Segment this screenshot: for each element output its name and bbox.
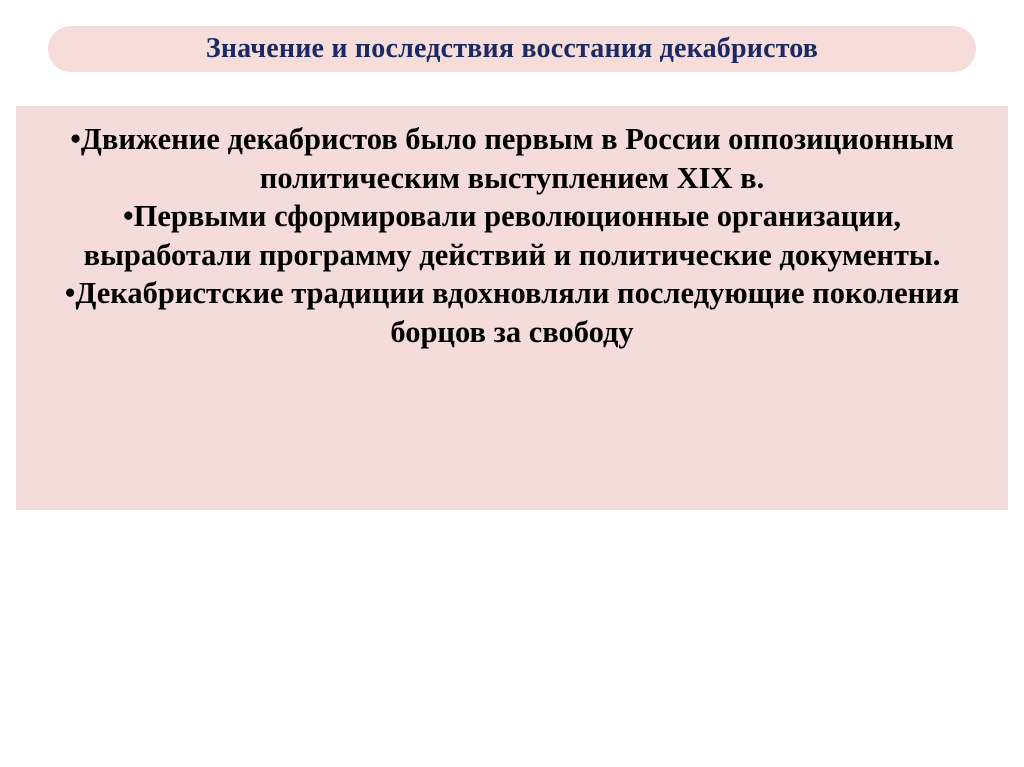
page-title: Значение и последствия восстания декабристов: [205, 33, 819, 64]
slide-title-bar: [48, 26, 976, 72]
bullet-item: •Движение декабристов было первым в России оппозиционным политическим выступлением XIX в.: [70, 122, 954, 195]
slide-content-box: [16, 106, 1008, 510]
bullet-item: •Декабристские традиции вдохновляли последующие поколения борцов за свободу: [64, 276, 960, 349]
bullet-item: •Первыми сформировали революционные организации, выработали программу действий и политические документы.: [83, 199, 941, 272]
